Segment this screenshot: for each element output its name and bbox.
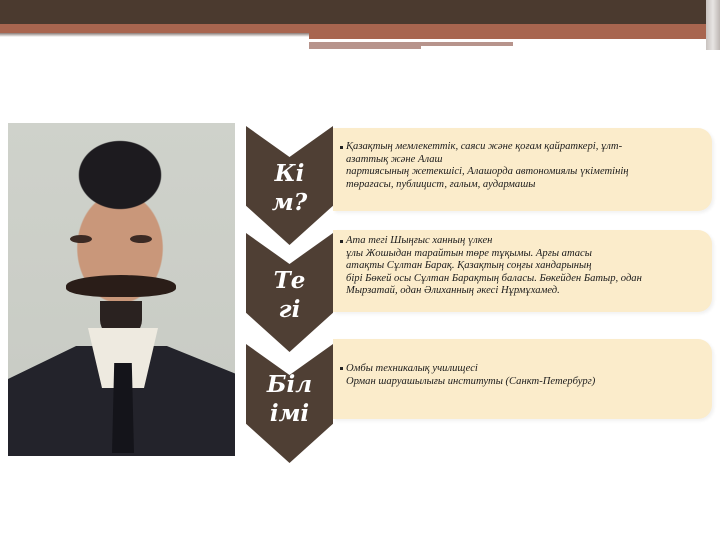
section-text-education [346, 363, 696, 388]
label-line: м? [271, 189, 308, 216]
label-line: Біл [266, 371, 313, 398]
text-line: ұлы Жошыдан тарайтын төре тұқымы. Арғы атасы [346, 247, 592, 259]
chevron-label-lineage [246, 266, 333, 324]
text-line: Омбы техникалық училищесі [346, 363, 478, 374]
section-text-who [346, 141, 696, 191]
header-end-cap [706, 0, 720, 50]
text-line: Мырзатай, одан Әлиханның әкесі Нұрмұхамед. [346, 285, 560, 297]
section-card-education [333, 339, 712, 419]
header-secondary-band-short [421, 42, 513, 46]
portrait-image [8, 123, 235, 456]
label-line: Кі [274, 160, 305, 187]
section-card-lineage [333, 230, 712, 312]
text-line: азаттық және Алаш [346, 153, 443, 165]
portrait-eye-right [130, 235, 152, 243]
section-card-who [333, 128, 712, 211]
text-line: төрағасы, публицист, ғалым, аудармашы [346, 178, 536, 190]
label-line: гі [278, 296, 301, 323]
label-line: імі [269, 400, 310, 427]
header-shadow [0, 33, 309, 37]
portrait-tie [112, 363, 134, 453]
bullet-icon [340, 146, 343, 149]
label-line: Те [273, 267, 306, 294]
header-accent-band [0, 24, 706, 33]
bullet-icon [340, 240, 343, 243]
text-line: Қазақтың мемлекеттік, саяси және қоғам қайраткері, ұлт- [346, 141, 623, 152]
chevron-label-education [246, 370, 333, 428]
header-dark-band [0, 0, 706, 24]
portrait-eye-left [70, 235, 92, 243]
text-line: атақты Сұлтан Барақ. Қазақтың соңғы хандарының [346, 260, 592, 272]
section-text-lineage [346, 235, 696, 298]
text-line: Орман шаруашылығы институты (Санкт-Петербург) [346, 375, 596, 387]
text-line: бірі Бөкей осы Сұлтан Барақтың баласы. Бөкейден Батыр, одан [346, 272, 642, 284]
text-line: Ата тегі Шыңғыс ханның үлкен [346, 235, 493, 246]
portrait-mustache [66, 275, 176, 297]
chevron-label-who [246, 159, 333, 217]
header-secondary-band [309, 42, 421, 49]
text-line: партиясының жетекшісі, Алашорда автономиялы үкіметінің [346, 166, 629, 178]
bullet-icon [340, 367, 343, 370]
